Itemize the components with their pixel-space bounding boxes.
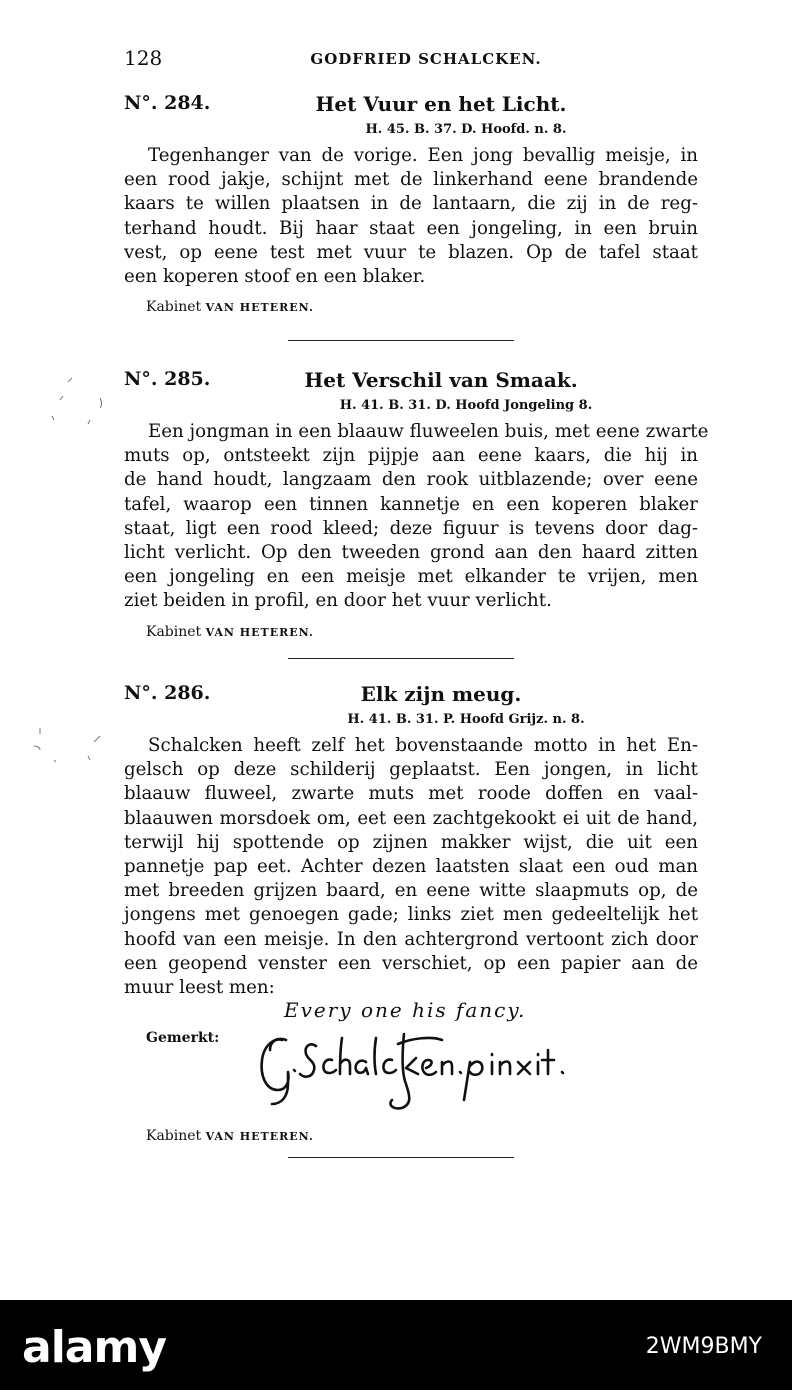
page-header xyxy=(124,46,668,74)
entry-description xyxy=(124,420,709,614)
entry-number: N°. 285. xyxy=(124,368,211,390)
provenance-prefix: Kabinet xyxy=(146,623,202,640)
text-line: de hand houdt, langzaam den rook uitblazende; over eene xyxy=(124,469,698,491)
text-line: Een jongman in een blaauw fluweelen buis, met eene zwarte xyxy=(148,421,709,442)
page-number: 128 xyxy=(124,46,163,70)
entry-title: Het Vuur en het Licht. xyxy=(315,92,567,116)
text-line: ziet beiden in profil, en door het vuur verlicht. xyxy=(124,590,552,612)
signed-label: Gemerkt: xyxy=(146,1030,220,1046)
entry-title: Het Verschil van Smaak. xyxy=(304,368,578,392)
section-divider xyxy=(288,1157,514,1158)
entry-description xyxy=(124,144,698,289)
text-line: gelsch op deze schilderij geplaatst. Een jongen, in licht xyxy=(124,759,698,781)
provenance-name: VAN HETEREN. xyxy=(205,625,314,639)
watermark-image-id: 2WM9BMY xyxy=(645,1334,762,1359)
text-line: Schalcken heeft zelf het bovenstaande motto in het En- xyxy=(148,735,698,756)
catalog-entry-284 xyxy=(124,92,698,315)
entry-heading xyxy=(124,682,698,714)
section-divider xyxy=(288,658,514,659)
text-line: blaauw fluweel, zwarte muts met roode doffen en vaal- xyxy=(124,783,698,805)
text-line: hoofd van een meisje. In den achtergrond vertoont zich door xyxy=(124,928,698,950)
entry-provenance xyxy=(146,1128,314,1144)
text-line: blaauwen morsdoek om, eet een zachtgekookt ei uit de hand, xyxy=(124,807,698,829)
text-line: muur leest men: xyxy=(124,977,275,999)
entry-title: Elk zijn meug. xyxy=(360,682,522,706)
text-line: een rood jakje, schijnt met de linkerhand eene brandende xyxy=(124,169,698,191)
text-line: vest, op eene test met vuur te blazen. Op de tafel staat xyxy=(124,241,698,263)
text-line: een koperen stoof en een blaker. xyxy=(124,266,426,288)
entry-dimensions: H. 41. B. 31. D. Hoofd Jongeling 8. xyxy=(339,398,593,413)
provenance-prefix: Kabinet xyxy=(146,1128,202,1144)
text-line: muts op, ontsteekt zijn pijpje aan eene kaars, die hij in xyxy=(124,445,698,467)
text-line: terhand houdt. Bij haar staat een jongeling, in een bruin xyxy=(124,217,698,239)
section-divider xyxy=(288,340,514,341)
entry-dimensions: H. 45. B. 37. D. Hoofd. n. 8. xyxy=(365,122,567,137)
text-line: staat, ligt een rood kleed; deze figuur is tevens door dag- xyxy=(124,517,698,539)
entry-heading xyxy=(124,368,698,400)
text-line: Tegenhanger van de vorige. Een jong bevallig meisje, in xyxy=(148,145,698,166)
entry-number: N°. 286. xyxy=(124,682,211,704)
catalog-entry-286 xyxy=(124,682,698,1000)
entry-description xyxy=(124,734,698,1000)
provenance-name: VAN HETEREN. xyxy=(205,1130,314,1143)
text-line: pannetje pap eet. Achter dezen laatsten slaat een oud man xyxy=(124,856,698,878)
catalog-entry-285 xyxy=(124,368,709,640)
margin-smudge-marks xyxy=(30,370,120,440)
text-line: terwijl hij spottende op zijnen makker wijst, die uit een xyxy=(124,831,698,853)
provenance-name: VAN HETEREN. xyxy=(205,301,314,315)
text-line: een jongeling en een meisje met elkander te vrijen, men xyxy=(124,566,698,588)
painting-motto: Every one his fancy. xyxy=(284,998,527,1022)
entry-provenance xyxy=(124,624,698,640)
text-line: licht verlicht. Op den tweeden grond aan den haard zitten xyxy=(124,542,698,564)
entry-provenance xyxy=(124,299,698,315)
entry-heading xyxy=(124,92,698,124)
text-line: kaars te willen plaatsen in de lantaarn, die zij in de reg- xyxy=(124,193,698,215)
margin-smudge-marks xyxy=(30,722,120,782)
text-line: jongens met genoegen gade; links ziet men gedeeltelijk het xyxy=(124,904,698,926)
signature-image xyxy=(252,1024,582,1114)
provenance-prefix: Kabinet xyxy=(146,299,202,316)
running-head: GODFRIED SCHALCKEN. xyxy=(310,50,542,68)
handwritten-signature xyxy=(252,1024,582,1110)
text-line: met breeden grijzen baard, en eene witte slaapmuts op, de xyxy=(124,880,698,902)
text-line: een geopend venster een verschiet, op een papier aan de xyxy=(124,952,698,974)
entry-number: N°. 284. xyxy=(124,92,211,114)
watermark-brand: alamy xyxy=(22,1322,166,1373)
entry-dimensions: H. 41. B. 31. P. Hoofd Grijz. n. 8. xyxy=(347,712,585,727)
text-line: tafel, waarop een tinnen kannetje en een koperen blaker xyxy=(124,493,698,515)
